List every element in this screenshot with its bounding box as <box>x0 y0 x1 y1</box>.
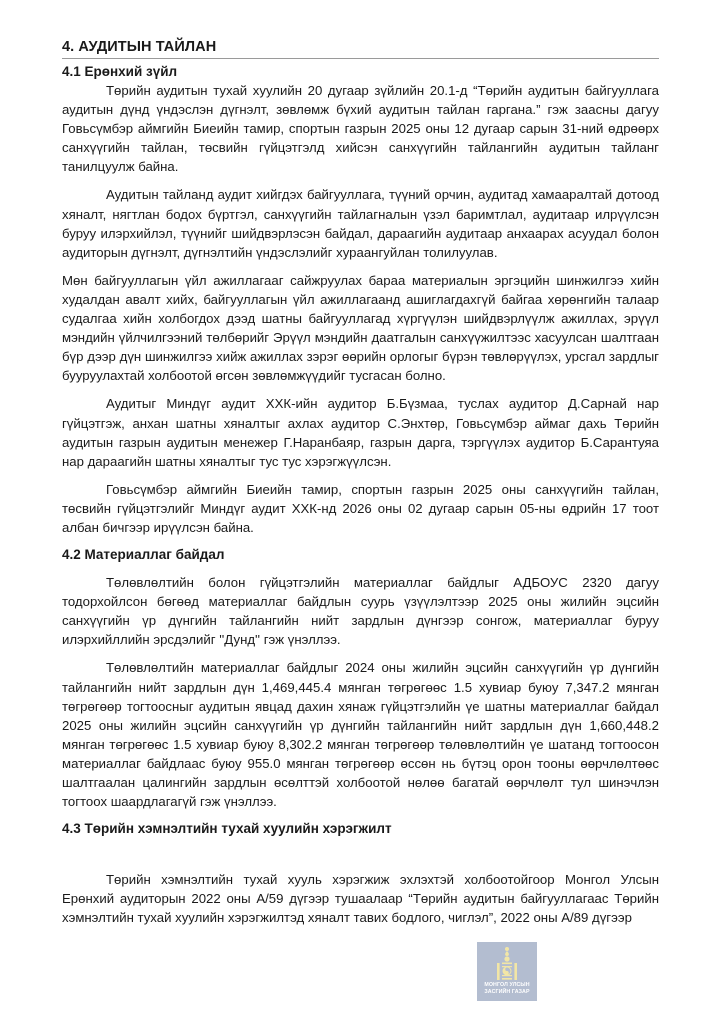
paragraph: Төрийн хэмнэлтийн тухай хууль хэрэгжиж эхлэхтэй холбоотойгоор Монгол Улсын Ерөнхий аудиторын 2022 оны А/59 дүгээр тушаалаар “Төрийн аудитын байгууллагаас Төрийн хэмнэлтийн тухай хуулийн хэрэгжилтэд хяналт тавих бодлого, чиглэл”, 2022 оны А/89 дүгээр <box>62 872 659 926</box>
soyombo-emblem-icon <box>494 946 520 982</box>
section-title-4-2: 4.2 Материаллаг байдал <box>62 547 225 563</box>
paragraph: Мөн байгууллагын үйл ажиллагааг сайжруулах бараа материалын эргэцийн шинжилгээ хийн худалдан авалт хийх, байгууллагын үйл ажиллагаанд ашиглагдахгүй байгаа хөрөнгийн талаар судалгаа хийн холбогдох дээд шатны байгууллагад хүргүүлэн шийдвэрлүүлж ажиллах, эрүүл мэндийн үйлчилгээний төлбөрийг Эрүүл мэндийн даатгалын санхүүжилтээс хасуулсан шалтгаан бүр дээр дүн шинжилгээ хийж ажиллах зэрэг өөрийн орлогыг бүрэн төвлөрүүлэх, урсгал зардлыг бууруулахтай холбоотой өгсөн зөвлөмжүүдийг тусгасан болно. <box>62 272 659 384</box>
paragraph: Аудитыг Миндүг аудит ХХК-ийн аудитор Б.Бүзмаа, туслах аудитор Д.Сарнай нар гүйцэтгэж, анхан шатны хяналтыг ахлах аудитор С.Энхтөр, Говьсүмбэр аймаг дахь Төрийн аудитын газрын аудитын менежер Г.Наранбаяр, газрын дарга, тэргүүлэх аудитор Б.Сарантуяа нар дараагийн шатны хяналтыг тус тус хэрэгжүүлсэн. <box>62 396 659 469</box>
chapter-heading: 4. АУДИТЫН ТАЙЛАН <box>62 38 659 59</box>
paragraph: Төлөвлөлтийн болон гүйцэтгэлийн материаллаг байдлыг АДБОУС 2320 дагуу тодорхойлсон бөгөөд материаллаг байдлын суурь үзүүлэлтээр 2025 оны жилийн эцсийн санхүүгийн үр дүнгийн тайлангийн нийт зардлын дүнгээр сонгож, материаллаг буруу илэрхийллийн эрсдэлийг ''Дунд'' гэж үнэллээ. <box>62 575 659 648</box>
logo-line-2: ЗАСГИЙН ГАЗАР <box>484 988 530 995</box>
government-logo <box>477 942 537 1001</box>
document-page <box>62 38 659 927</box>
section-title-4-3: 4.3 Төрийн хэмнэлтийн тухай хуулийн хэрэгжилт <box>62 821 392 837</box>
section-title-4-1: 4.1 Ерөнхий зүйл <box>62 64 178 79</box>
paragraph: Төрийн аудитын тухай хуулийн 20 дугаар зүйлийн 20.1-д “Төрийн аудитын байгууллага аудитын дүнд үндэслэн дүгнэлт, зөвлөмж бүхий аудитын тайлан гаргана.” гэж заасны дагуу Говьсүмбэр аймгийн Биеийн тамир, спортын газрын 2025 оны 12 дугаар сарын 31-ний өдрөөрх санхүүгийн тайлан, төсвийн гүйцэтгэлд хийсэн санхүүгийн тайлангийн аудитын тайланг танилцуулж байна. <box>62 83 659 175</box>
paragraph: Аудитын тайланд аудит хийгдэх байгууллага, түүний орчин, аудитад хамааралтай дотоод хяналт, нягтлан бодох бүртгэл, санхүүгийн тайлагналын үзэл баримтлал, аудитаар илрүүлсэн буруу илэрхийлэл, түүнийг шийдвэрлэсэн байдал, дараагийн аудитаар анхаарах асуудал болон аудиторын дүгнэлт, дүгнэлтийн үндэслэлийг хураангуйлан толилуулав. <box>62 187 659 260</box>
paragraph: Говьсүмбэр аймгийн Биеийн тамир, спортын газрын 2025 оны санхүүгийн тайлан, төсвийн гүйцэтгэлийг Миндүг аудит ХХК-нд 2026 оны 02 дугаар сарын 05-ны өдрийн 17 тоот албан бичгээр ирүүлсэн байна. <box>62 481 659 535</box>
logo-line-1: МОНГОЛ УЛСЫН <box>484 982 530 988</box>
paragraph: Төлөвлөлтийн материаллаг байдлыг 2024 оны жилийн эцсийн санхүүгийн үр дүнгийн тайлангийн нийт зардлын дүн 1,469,445.4 мянган төгрөгөөс 1.5 хувиар буюу 7,347.2 мянган төгрөгөөр тогтоосныг аудитын явцад дахин хянаж гүйцэтгэлийн үе шатны материаллаг байдал 2025 оны жилийн эцсийн санхүүгийн үр дүнгийн тайлангийн нийт зардлын дүн 1,660,448.2 мянган төгрөгөөс 1.5 хувиар буюу 8,302.2 мянган төгрөгөөр төлөвлөлтийн үе шатанд тогтоосон материаллаг байдлаас буюу 955.0 мянган төгрөгөөр өссөн нь бүтэц орон тооны өөрчлөлтөөс шалтгаалан цалингийн зардлын өсөлттэй холбоотой нөлөө багатай өөрчлөлт тул шинэчлэн тогтоох шаардлагагүй гэж үнэллээ. <box>62 660 659 810</box>
